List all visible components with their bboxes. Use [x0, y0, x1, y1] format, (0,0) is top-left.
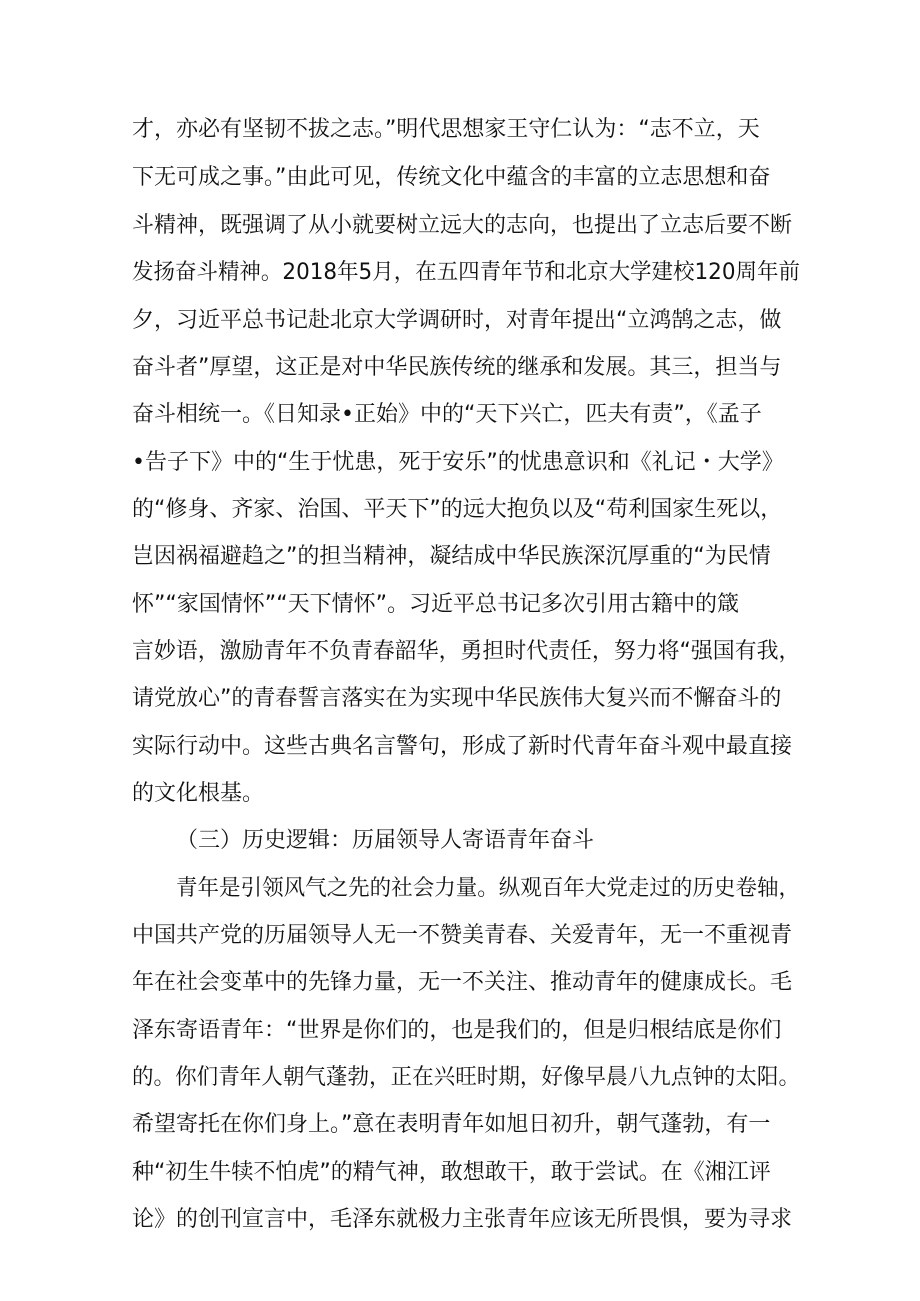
text-line: 才，亦必有坚韧不拔之志。”明代思想家王守仁认为：“志不立，天: [132, 117, 760, 142]
text-line: 奋斗相统一。《日知录•正始》中的“天下兴亡，匹夫有责”，《孟子: [132, 402, 762, 427]
section-heading: （三）历史逻辑：历届领导人寄语青年奋斗: [176, 828, 595, 853]
text-line: 中国共产党的历届领导人无一不赞美青春、关爱青年，无一不重视青: [132, 923, 793, 948]
text-line: 斗精神，既强调了从小就要树立远大的志向，也提出了立志后要不断: [132, 213, 793, 238]
text-line: 的。你们青年人朝气蓬勃，正在兴旺时期，好像早晨八九点钟的太阳。: [132, 1065, 801, 1090]
text-line: 岂因祸福避趋之”的担当精神，凝结成中华民族深沉厚重的“为民情: [132, 544, 771, 569]
text-line: 怀”“家国情怀”“天下情怀”。习近平总书记多次引用古籍中的箴: [132, 592, 739, 617]
text-line: •告子下》中的“生于忧患，死于安乐”的忧患意识和《礼记・大学》: [132, 450, 784, 475]
text-line: 夕，习近平总书记赴北京大学调研时，对青年提出“立鸿鹄之志，做: [132, 308, 782, 333]
text-line: 请党放心”的青春誓言落实在为实现中华民族伟大复兴而不懈奋斗的: [132, 686, 782, 711]
text-line: 希望寄托在你们身上。”意在表明青年如旭日初升，朝气蓬勃，有一: [132, 1112, 771, 1137]
text-line: 的“修身、齐家、治国、平天下”的远大抱负以及“苟利国家生死以，: [132, 497, 783, 522]
text-line: 种“初生牛犊不怕虎”的精气神，敢想敢干，敢于尝试。在《湘江评: [132, 1160, 771, 1185]
text-line: 言妙语，激励青年不负青春韶华，勇担时代责任，努力将“强国有我，: [132, 639, 801, 664]
text-line: 泽东寄语青年：“世界是你们的，也是我们的，但是归根结底是你们: [132, 1018, 782, 1043]
text-line: 的文化根基。: [132, 781, 265, 806]
text-line: 论》的创刊宣言中，毛泽东就极力主张青年应该无所畏惧，要为寻求: [132, 1207, 793, 1232]
text-line: 青年是引领风气之先的社会力量。纵观百年大党走过的历史卷轴，: [176, 876, 801, 901]
text-line: 奋斗者”厚望，这正是对中华民族传统的继承和发展。其三，担当与: [132, 355, 782, 380]
text-line: 年在社会变革中的先锋力量，无一不关注、推动青年的健康成长。毛: [132, 970, 793, 995]
text-line: 实际行动中。这些古典名言警句，形成了新时代青年奋斗观中最直接: [132, 734, 793, 759]
text-line: 下无可成之事。”由此可见，传统文化中蕴含的丰富的立志思想和奋: [132, 165, 771, 190]
text-line: 发扬奋斗精神。2018年5月，在五四青年节和北京大学建校120周年前: [132, 260, 800, 285]
